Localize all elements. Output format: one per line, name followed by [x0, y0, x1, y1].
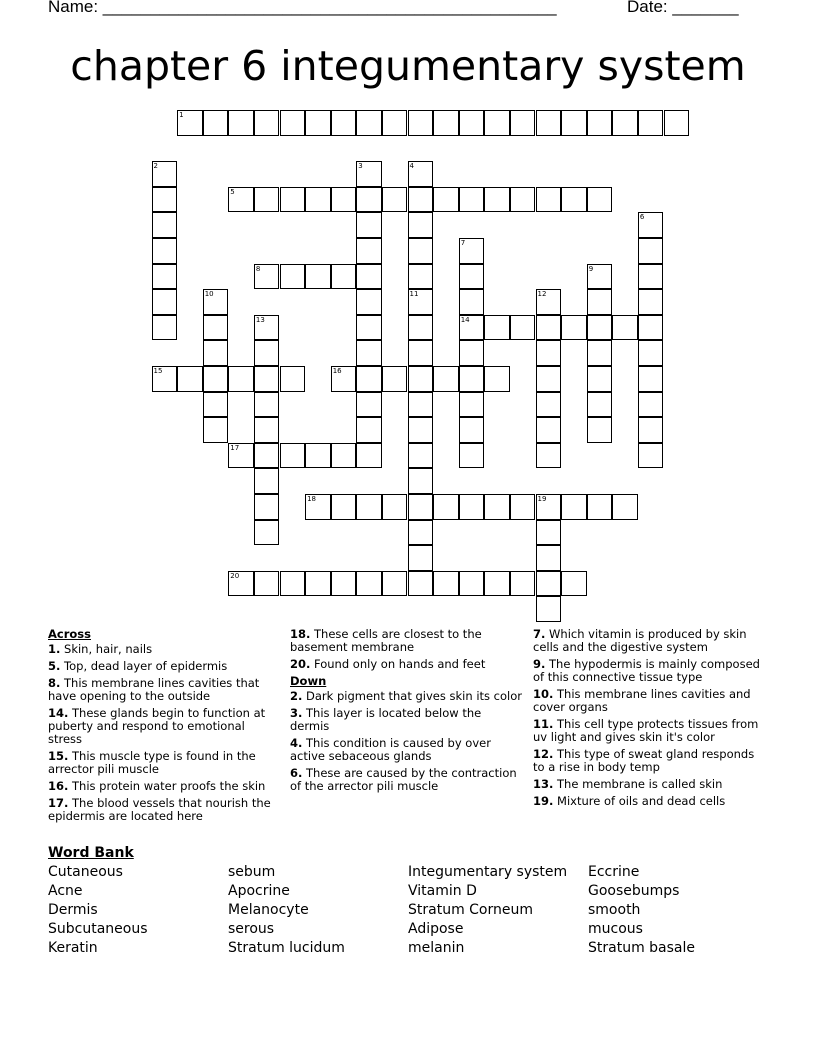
- crossword-cell[interactable]: [638, 340, 664, 366]
- crossword-cell[interactable]: [152, 212, 178, 238]
- word-bank-item: smooth: [588, 902, 641, 918]
- crossword-cell[interactable]: [356, 340, 382, 366]
- crossword-cell[interactable]: [459, 494, 485, 520]
- word-bank-item: mucous: [588, 921, 643, 937]
- crossword-cell[interactable]: [459, 289, 485, 315]
- crossword-cell[interactable]: [561, 315, 587, 341]
- clue-down-6: 6. These are caused by the contraction of the arrector pili muscle: [290, 766, 517, 793]
- clue-number: 18: [307, 495, 317, 503]
- crossword-cell[interactable]: [408, 289, 434, 315]
- crossword-cell[interactable]: [203, 315, 229, 341]
- crossword-cell[interactable]: [408, 187, 434, 213]
- crossword-cell[interactable]: [228, 366, 254, 392]
- down-heading: Down: [290, 674, 327, 688]
- crossword-cell[interactable]: [561, 571, 587, 597]
- word-bank-item: serous: [228, 921, 275, 937]
- word-bank-column-1: [48, 863, 148, 958]
- crossword-cell[interactable]: [228, 443, 254, 469]
- clue-number: 7: [460, 239, 466, 247]
- crossword-cell[interactable]: [664, 110, 690, 136]
- crossword-cell[interactable]: [587, 417, 613, 443]
- clue-across-20: 20. Found only on hands and feet: [290, 657, 486, 671]
- crossword-cell[interactable]: [382, 366, 408, 392]
- word-bank-item: Dermis: [48, 902, 98, 918]
- crossword-cell[interactable]: [280, 366, 306, 392]
- crossword-cell[interactable]: [305, 187, 331, 213]
- crossword-cell[interactable]: [382, 571, 408, 597]
- crossword-cell[interactable]: [254, 417, 280, 443]
- crossword-cell[interactable]: [536, 571, 562, 597]
- crossword-cell[interactable]: [638, 212, 664, 238]
- clue-number: 9: [588, 264, 594, 273]
- crossword-cell[interactable]: [587, 187, 613, 213]
- crossword-cell[interactable]: [280, 443, 306, 469]
- word-bank-item: Melanocyte: [228, 902, 309, 918]
- clues-column-2: [290, 628, 522, 797]
- crossword-cell[interactable]: [254, 110, 280, 136]
- clue-number: 11: [409, 290, 419, 299]
- crossword-cell[interactable]: [408, 392, 434, 418]
- crossword-cell[interactable]: [408, 545, 434, 571]
- clue-number: 17: [230, 443, 240, 452]
- crossword-cell[interactable]: [459, 340, 485, 366]
- crossword-cell[interactable]: [408, 315, 434, 341]
- clue-across-18: 18. These cells are closest to the basement membrane: [290, 627, 482, 654]
- crossword-cell[interactable]: [408, 238, 434, 264]
- crossword-cell[interactable]: [254, 494, 280, 520]
- crossword-cell[interactable]: [536, 289, 562, 315]
- crossword-cell[interactable]: [203, 289, 229, 315]
- crossword-cell[interactable]: [484, 110, 510, 136]
- crossword-cell[interactable]: [408, 264, 434, 290]
- crossword-cell[interactable]: [408, 443, 434, 469]
- crossword-cell[interactable]: [536, 187, 562, 213]
- crossword-cell[interactable]: [228, 571, 254, 597]
- crossword-cell[interactable]: [459, 264, 485, 290]
- crossword-cell[interactable]: [561, 110, 587, 136]
- crossword-cell[interactable]: [638, 110, 664, 136]
- crossword-cell[interactable]: [484, 315, 510, 341]
- word-bank-item: Apocrine: [228, 883, 290, 899]
- crossword-cell[interactable]: [331, 443, 357, 469]
- crossword-cell[interactable]: [177, 366, 203, 392]
- crossword-cell[interactable]: [587, 110, 613, 136]
- word-bank-item: Adipose: [408, 921, 464, 937]
- crossword-cell[interactable]: [587, 289, 613, 315]
- crossword-cell[interactable]: [612, 494, 638, 520]
- clue-number: 20: [230, 571, 240, 580]
- crossword-cell[interactable]: [228, 110, 254, 136]
- crossword-cell[interactable]: [510, 110, 536, 136]
- crossword-cell[interactable]: [510, 494, 536, 520]
- crossword-cell[interactable]: [561, 187, 587, 213]
- crossword-cell[interactable]: [484, 494, 510, 520]
- crossword-cell[interactable]: [638, 417, 664, 443]
- crossword-cell[interactable]: [561, 494, 587, 520]
- crossword-cell[interactable]: [356, 238, 382, 264]
- crossword-cell[interactable]: [254, 340, 280, 366]
- crossword-cell[interactable]: [254, 187, 280, 213]
- crossword-cell[interactable]: [536, 392, 562, 418]
- crossword-cell[interactable]: [356, 417, 382, 443]
- clue-down-19: 19. Mixture of oils and dead cells: [533, 794, 726, 808]
- crossword-cell[interactable]: [382, 494, 408, 520]
- word-bank-item: Eccrine: [588, 864, 640, 880]
- clue-number: 12: [537, 290, 547, 299]
- crossword-cell[interactable]: [433, 110, 459, 136]
- crossword-cell[interactable]: [536, 596, 562, 622]
- crossword-cell[interactable]: [152, 315, 178, 341]
- crossword-cell[interactable]: [510, 571, 536, 597]
- crossword-cell[interactable]: [152, 289, 178, 315]
- crossword-cell[interactable]: [587, 264, 613, 290]
- crossword-cell[interactable]: [536, 366, 562, 392]
- crossword-cell[interactable]: [356, 289, 382, 315]
- clue-down-12: 12. This type of sweat gland responds to a rise in body temp: [533, 747, 755, 774]
- crossword-cell[interactable]: [536, 443, 562, 469]
- page-title: chapter 6 integumentary system: [70, 42, 746, 90]
- across-heading: Across: [48, 627, 91, 641]
- crossword-cell[interactable]: [459, 443, 485, 469]
- crossword-cell[interactable]: [203, 366, 229, 392]
- crossword-cell[interactable]: [536, 520, 562, 546]
- crossword-cell[interactable]: [408, 494, 434, 520]
- crossword-cell[interactable]: [433, 187, 459, 213]
- crossword-cell[interactable]: [408, 468, 434, 494]
- crossword-cell[interactable]: [536, 315, 562, 341]
- crossword-cell[interactable]: [203, 417, 229, 443]
- crossword-cell[interactable]: [305, 494, 331, 520]
- word-bank-item: Stratum basale: [588, 940, 696, 956]
- crossword-cell[interactable]: [203, 392, 229, 418]
- word-bank-title: Word Bank: [48, 845, 134, 861]
- crossword-cell[interactable]: [408, 366, 434, 392]
- crossword-cell[interactable]: [356, 392, 382, 418]
- crossword-cell[interactable]: [177, 110, 203, 136]
- clue-across-15: 15. This muscle type is found in the arrector pili muscle: [48, 749, 256, 776]
- clues-column-3: [533, 628, 768, 812]
- crossword-cell[interactable]: [356, 443, 382, 469]
- crossword-cell[interactable]: [638, 238, 664, 264]
- word-bank-item: sebum: [228, 864, 276, 880]
- crossword-cell[interactable]: [305, 264, 331, 290]
- crossword-cell[interactable]: [228, 187, 254, 213]
- clue-number: 10: [204, 290, 214, 299]
- clues-column-1: [48, 628, 280, 827]
- crossword-cell[interactable]: [382, 187, 408, 213]
- crossword-cell[interactable]: [408, 571, 434, 597]
- word-bank-column-2: [228, 863, 345, 958]
- crossword-cell[interactable]: [638, 443, 664, 469]
- word-bank-item: Vitamin D: [408, 883, 477, 899]
- crossword-cell[interactable]: [254, 443, 280, 469]
- crossword-cell[interactable]: [331, 110, 357, 136]
- clue-number: 15: [153, 367, 163, 375]
- crossword-cell[interactable]: [433, 494, 459, 520]
- word-bank-item: Goosebumps: [588, 883, 680, 899]
- crossword-cell[interactable]: [510, 315, 536, 341]
- crossword-cell[interactable]: [638, 392, 664, 418]
- crossword-cell[interactable]: [254, 468, 280, 494]
- crossword-cell[interactable]: [408, 520, 434, 546]
- crossword-cell[interactable]: [459, 315, 485, 341]
- word-bank-column-4: [588, 863, 695, 958]
- crossword-cell[interactable]: [587, 315, 613, 341]
- crossword-cell[interactable]: [408, 110, 434, 136]
- clue-down-11: 11. This cell type protects tissues from uv light and gives skin it's color: [533, 717, 759, 744]
- crossword-cell[interactable]: [152, 161, 178, 187]
- crossword-cell[interactable]: [459, 110, 485, 136]
- clue-number: 3: [358, 162, 363, 171]
- crossword-cell[interactable]: [612, 315, 638, 341]
- crossword-cell[interactable]: [638, 315, 664, 341]
- crossword-cell[interactable]: [356, 110, 382, 136]
- clue-across-5: 5. Top, dead layer of epidermis: [48, 659, 228, 673]
- crossword-cell[interactable]: [587, 494, 613, 520]
- clue-down-7: 7. Which vitamin is produced by skin cells and the digestive system: [533, 627, 747, 654]
- crossword-cell[interactable]: [331, 366, 357, 392]
- crossword-cell[interactable]: [638, 366, 664, 392]
- crossword-cell[interactable]: [536, 417, 562, 443]
- crossword-cell[interactable]: [536, 494, 562, 520]
- crossword-cell[interactable]: [152, 187, 178, 213]
- crossword-cell[interactable]: [408, 212, 434, 238]
- crossword-cell[interactable]: [331, 494, 357, 520]
- clue-number: 14: [460, 315, 470, 324]
- crossword-cell[interactable]: [356, 571, 382, 597]
- crossword-cell[interactable]: [459, 366, 485, 392]
- crossword-cell[interactable]: [408, 161, 434, 187]
- word-bank-column-3: [408, 863, 567, 958]
- crossword-cell[interactable]: [536, 110, 562, 136]
- word-bank-item: Cutaneous: [48, 864, 123, 880]
- crossword-cell[interactable]: [305, 110, 331, 136]
- crossword-cell[interactable]: [356, 315, 382, 341]
- crossword-cell[interactable]: [254, 366, 280, 392]
- crossword-cell[interactable]: [254, 520, 280, 546]
- crossword-cell[interactable]: [408, 340, 434, 366]
- crossword-cell[interactable]: [254, 315, 280, 341]
- crossword-cell[interactable]: [484, 571, 510, 597]
- crossword-cell[interactable]: [356, 366, 382, 392]
- crossword-cell[interactable]: [638, 264, 664, 290]
- crossword-cell[interactable]: [331, 187, 357, 213]
- crossword-cell[interactable]: [203, 340, 229, 366]
- clue-number: 8: [255, 264, 261, 273]
- word-bank-item: Stratum lucidum: [228, 940, 345, 956]
- crossword-cell[interactable]: [280, 187, 306, 213]
- clue-number: 4: [409, 162, 414, 171]
- crossword-cell[interactable]: [638, 289, 664, 315]
- crossword-cell[interactable]: [510, 187, 536, 213]
- clue-down-10: 10. This membrane lines cavities and cover organs: [533, 687, 751, 714]
- crossword-cell[interactable]: [587, 392, 613, 418]
- clue-number: 16: [332, 367, 342, 375]
- word-bank-item: Stratum Corneum: [408, 902, 534, 918]
- crossword-cell[interactable]: [152, 264, 178, 290]
- crossword-cell[interactable]: [459, 238, 485, 264]
- crossword-cell[interactable]: [203, 110, 229, 136]
- clue-number: 1: [179, 111, 184, 119]
- crossword-cell[interactable]: [280, 264, 306, 290]
- name-field[interactable]: Name: ________________________________________________: [48, 0, 557, 16]
- clue-down-13: 13. The membrane is called skin: [533, 777, 723, 791]
- crossword-cell[interactable]: [305, 443, 331, 469]
- crossword-cell[interactable]: [587, 366, 613, 392]
- crossword-cell[interactable]: [612, 110, 638, 136]
- crossword-cell[interactable]: [331, 571, 357, 597]
- crossword-cell[interactable]: [280, 571, 306, 597]
- clue-down-4: 4. This condition is caused by over active sebaceous glands: [290, 736, 491, 763]
- crossword-cell[interactable]: [356, 264, 382, 290]
- clue-across-14: 14. These glands begin to function at puberty and respond to emotional stress: [48, 706, 266, 746]
- crossword-cell[interactable]: [152, 238, 178, 264]
- clue-across-16: 16. This protein water proofs the skin: [48, 779, 266, 793]
- clue-number: 6: [639, 213, 645, 222]
- clue-across-17: 17. The blood vessels that nourish the epidermis are located here: [48, 796, 271, 823]
- crossword-cell[interactable]: [536, 340, 562, 366]
- crossword-cell[interactable]: [254, 571, 280, 597]
- word-bank-item: Integumentary system: [408, 864, 568, 880]
- clue-down-9: 9. The hypodermis is mainly composed of this connective tissue type: [533, 657, 760, 684]
- crossword-cell[interactable]: [152, 366, 178, 392]
- crossword-cell[interactable]: [408, 417, 434, 443]
- crossword-cell[interactable]: [356, 212, 382, 238]
- word-bank-item: melanin: [408, 940, 465, 956]
- clue-across-1: 1. Skin, hair, nails: [48, 642, 153, 656]
- crossword-cell[interactable]: [484, 366, 510, 392]
- date-field[interactable]: Date: _______: [627, 0, 739, 16]
- crossword-cell[interactable]: [356, 187, 382, 213]
- clue-number: 19: [537, 495, 547, 503]
- clue-down-3: 3. This layer is located below the dermis: [290, 706, 482, 733]
- crossword-cell[interactable]: [459, 417, 485, 443]
- crossword-cell[interactable]: [254, 392, 280, 418]
- crossword-cell[interactable]: [587, 340, 613, 366]
- crossword-cell[interactable]: [254, 264, 280, 290]
- crossword-cell[interactable]: [433, 571, 459, 597]
- crossword-cell[interactable]: [382, 110, 408, 136]
- clue-number: 2: [153, 162, 158, 171]
- word-bank-item: Keratin: [48, 940, 98, 956]
- crossword-cell[interactable]: [459, 187, 485, 213]
- crossword-cell[interactable]: [280, 110, 306, 136]
- crossword-cell[interactable]: [433, 366, 459, 392]
- crossword-cell[interactable]: [305, 571, 331, 597]
- crossword-cell[interactable]: [356, 161, 382, 187]
- clue-number: 5: [230, 187, 235, 196]
- clue-across-8: 8. This membrane lines cavities that have opening to the outside: [48, 676, 260, 703]
- crossword-cell[interactable]: [331, 264, 357, 290]
- crossword-cell[interactable]: [484, 187, 510, 213]
- crossword-cell[interactable]: [459, 571, 485, 597]
- clue-number: 13: [255, 315, 265, 324]
- word-bank-item: Acne: [48, 883, 83, 899]
- clue-down-2: 2. Dark pigment that gives skin its color: [290, 689, 522, 703]
- crossword-cell[interactable]: [459, 392, 485, 418]
- crossword-cell[interactable]: [536, 545, 562, 571]
- crossword-cell[interactable]: [356, 494, 382, 520]
- word-bank-item: Subcutaneous: [48, 921, 148, 937]
